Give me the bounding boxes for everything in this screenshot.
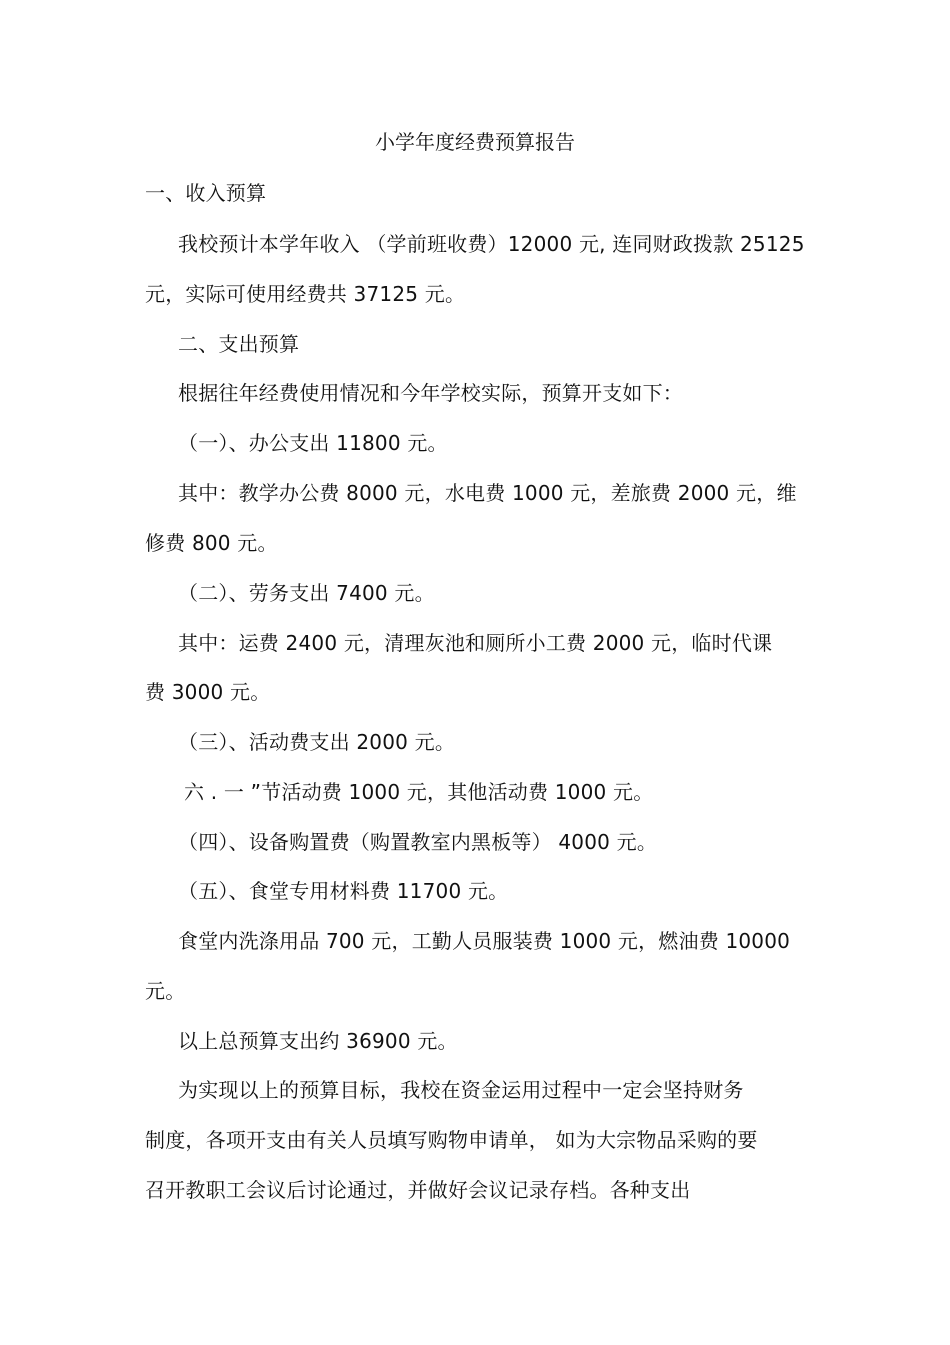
paragraph-line: 我校预计本学年收入 （学前班收费）12000 元, 连同财政拨款 25125 bbox=[178, 232, 805, 256]
expense-item-activities: （三）、活动费支出 2000 元。 bbox=[178, 730, 456, 754]
section-heading-income: 一、收入预算 bbox=[145, 181, 267, 205]
section-heading-expense: 二、支出预算 bbox=[178, 332, 300, 356]
paragraph-line: 修费 800 元。 bbox=[145, 531, 278, 555]
expense-item-office: （一）、办公支出 11800 元。 bbox=[178, 431, 448, 455]
paragraph-line: 食堂内洗涤用品 700 元，工勤人员服装费 1000 元，燃油费 10000 bbox=[178, 929, 791, 953]
paragraph-line: 根据往年经费使用情况和今年学校实际，预算开支如下： bbox=[178, 381, 683, 405]
expense-item-labor: （二）、劳务支出 7400 元。 bbox=[178, 581, 435, 605]
paragraph-line: 召开教职工会议后讨论通过，并做好会议记录存档。各种支出 bbox=[145, 1178, 691, 1202]
total-expense-line: 以上总预算支出约 36900 元。 bbox=[178, 1029, 458, 1053]
expense-item-canteen: （五）、食堂专用材料费 11700 元。 bbox=[178, 879, 509, 903]
expense-item-equipment: （四）、设备购置费（购置教室内黑板等） 4000 元。 bbox=[178, 830, 658, 854]
document-title: 小学年度经费预算报告 bbox=[375, 130, 575, 154]
paragraph-line: 元，实际可使用经费共 37125 元。 bbox=[145, 282, 466, 306]
paragraph-line: 费 3000 元。 bbox=[145, 680, 271, 704]
paragraph-line: 为实现以上的预算目标，我校在资金运用过程中一定会坚持财务 bbox=[178, 1078, 744, 1102]
paragraph-line: 其中：运费 2400 元，清理灰池和厕所小工费 2000 元，临时代课 bbox=[178, 631, 773, 655]
paragraph-line: 其中：教学办公费 8000 元，水电费 1000 元，差旅费 2000 元，维 bbox=[178, 481, 797, 505]
paragraph-line: 六 . 一 ”节活动费 1000 元，其他活动费 1000 元。 bbox=[184, 780, 654, 804]
paragraph-line: 元。 bbox=[145, 979, 186, 1003]
paragraph-line: 制度，各项开支由有关人员填写购物申请单， 如为大宗物品采购的要 bbox=[145, 1128, 758, 1152]
